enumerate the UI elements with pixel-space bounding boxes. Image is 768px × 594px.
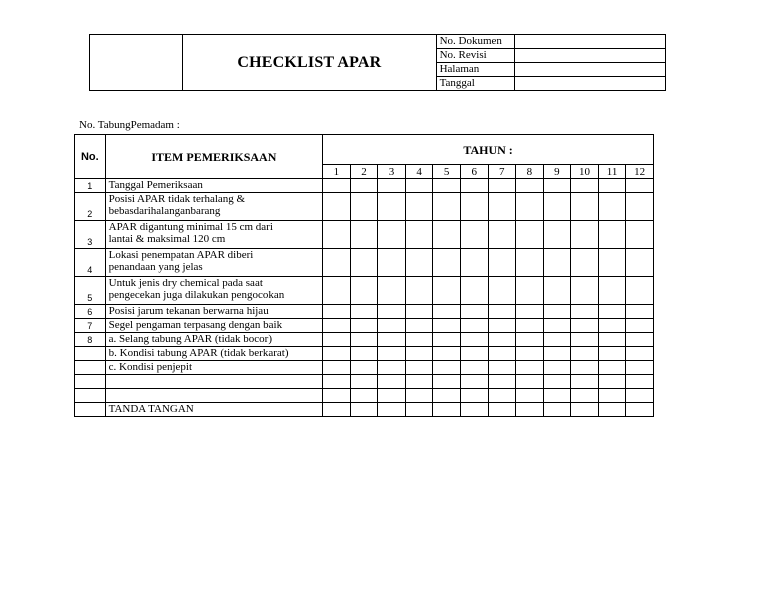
inspection-item-line: APAR digantung minimal 15 cm dari <box>108 221 273 233</box>
check-cell-year-7[interactable] <box>488 221 516 249</box>
check-cell-year-6[interactable] <box>460 319 488 333</box>
check-cell-year-3[interactable] <box>378 249 406 277</box>
check-cell-year-9[interactable] <box>543 361 571 375</box>
check-cell-year-6[interactable] <box>460 403 488 417</box>
inspection-item-line: penandaan yang jelas <box>108 261 203 273</box>
inspection-item <box>105 361 323 375</box>
check-cell-year-6[interactable] <box>460 333 488 347</box>
column-header-year: TAHUN : <box>323 135 654 165</box>
check-cell-year-10[interactable] <box>571 179 599 193</box>
check-cell-year-7[interactable] <box>488 305 516 319</box>
inspection-item-line: Lokasi penempatan APAR diberi <box>108 249 254 261</box>
check-cell-year-11[interactable] <box>598 305 626 319</box>
row-number: 7 <box>75 319 106 333</box>
check-cell-year-10[interactable] <box>571 249 599 277</box>
check-cell-year-7[interactable] <box>488 389 516 403</box>
check-cell-year-9[interactable] <box>543 403 571 417</box>
check-cell-year-9[interactable] <box>543 221 571 249</box>
check-cell-year-3[interactable] <box>378 375 406 389</box>
row-number <box>75 375 106 389</box>
row-number: 3 <box>75 221 106 249</box>
check-cell-year-3[interactable] <box>378 319 406 333</box>
check-cell-year-12[interactable] <box>626 193 654 221</box>
check-cell-year-5[interactable] <box>433 319 461 333</box>
table-row <box>75 249 654 277</box>
year-column-9: 9 <box>543 165 571 179</box>
check-cell-year-7[interactable] <box>488 375 516 389</box>
check-cell-year-5[interactable] <box>433 249 461 277</box>
meta-label-document-no: No. Dokumen <box>436 35 514 49</box>
inspection-item <box>105 193 323 221</box>
check-cell-year-2[interactable] <box>350 333 378 347</box>
check-cell-year-9[interactable] <box>543 305 571 319</box>
check-cell-year-4[interactable] <box>405 305 433 319</box>
check-cell-year-5[interactable] <box>433 389 461 403</box>
check-cell-year-2[interactable] <box>350 347 378 361</box>
check-cell-year-5[interactable] <box>433 193 461 221</box>
year-column-3: 3 <box>378 165 406 179</box>
check-cell-year-10[interactable] <box>571 347 599 361</box>
check-cell-year-4[interactable] <box>405 319 433 333</box>
year-column-1: 1 <box>323 165 351 179</box>
year-column-8: 8 <box>516 165 544 179</box>
check-cell-year-7[interactable] <box>488 347 516 361</box>
check-cell-year-6[interactable] <box>460 389 488 403</box>
check-cell-year-8[interactable] <box>516 249 544 277</box>
check-cell-year-8[interactable] <box>516 179 544 193</box>
check-cell-year-3[interactable] <box>378 389 406 403</box>
table-row <box>75 389 654 403</box>
table-row <box>75 179 654 193</box>
check-cell-year-12[interactable] <box>626 249 654 277</box>
check-cell-year-2[interactable] <box>350 319 378 333</box>
check-cell-year-1[interactable] <box>323 333 351 347</box>
year-column-2: 2 <box>350 165 378 179</box>
check-cell-year-5[interactable] <box>433 221 461 249</box>
inspection-item-line <box>109 389 323 401</box>
check-cell-year-4[interactable] <box>405 193 433 221</box>
inspection-item-line: bebasdarihalanganbarang <box>108 205 221 217</box>
row-number: 4 <box>75 249 106 277</box>
check-cell-year-10[interactable] <box>571 277 599 305</box>
inspection-item-line: Segel pengaman terpasang dengan baik <box>108 319 283 331</box>
table-row <box>75 221 654 249</box>
check-cell-year-2[interactable] <box>350 361 378 375</box>
check-cell-year-9[interactable] <box>543 333 571 347</box>
check-cell-year-3[interactable] <box>378 403 406 417</box>
check-cell-year-6[interactable] <box>460 193 488 221</box>
check-cell-year-7[interactable] <box>488 403 516 417</box>
check-cell-year-9[interactable] <box>543 319 571 333</box>
check-cell-year-6[interactable] <box>460 347 488 361</box>
checklist-table <box>74 134 654 417</box>
inspection-item <box>105 375 323 389</box>
row-number <box>75 389 106 403</box>
check-cell-year-6[interactable] <box>460 221 488 249</box>
check-cell-year-12[interactable] <box>626 221 654 249</box>
check-cell-year-9[interactable] <box>543 347 571 361</box>
check-cell-year-1[interactable] <box>323 305 351 319</box>
check-cell-year-11[interactable] <box>598 221 626 249</box>
check-cell-year-3[interactable] <box>378 179 406 193</box>
check-cell-year-4[interactable] <box>405 361 433 375</box>
column-header-item: ITEM PEMERIKSAAN <box>105 135 323 179</box>
check-cell-year-2[interactable] <box>350 305 378 319</box>
inspection-item-line: Posisi jarum tekanan berwarna hijau <box>108 305 269 317</box>
check-cell-year-8[interactable] <box>516 277 544 305</box>
check-cell-year-7[interactable] <box>488 193 516 221</box>
check-cell-year-11[interactable] <box>598 375 626 389</box>
check-cell-year-3[interactable] <box>378 347 406 361</box>
check-cell-year-10[interactable] <box>571 389 599 403</box>
table-row <box>75 347 654 361</box>
check-cell-year-5[interactable] <box>433 333 461 347</box>
meta-value-page[interactable] <box>514 63 665 77</box>
year-column-4: 4 <box>405 165 433 179</box>
meta-label-page: Halaman <box>436 63 514 77</box>
inspection-item-line <box>109 375 323 387</box>
check-cell-year-10[interactable] <box>571 333 599 347</box>
inspection-item-line: TANDA TANGAN <box>108 403 194 415</box>
inspection-item-line: Posisi APAR tidak terhalang & <box>108 193 246 205</box>
year-column-11: 11 <box>598 165 626 179</box>
check-cell-year-6[interactable] <box>460 277 488 305</box>
check-cell-year-10[interactable] <box>571 403 599 417</box>
row-number: 5 <box>75 277 106 305</box>
check-cell-year-3[interactable] <box>378 305 406 319</box>
check-cell-year-5[interactable] <box>433 403 461 417</box>
check-cell-year-12[interactable] <box>626 179 654 193</box>
check-cell-year-7[interactable] <box>488 249 516 277</box>
check-cell-year-1[interactable] <box>323 193 351 221</box>
check-cell-year-11[interactable] <box>598 179 626 193</box>
check-cell-year-1[interactable] <box>323 403 351 417</box>
check-cell-year-7[interactable] <box>488 179 516 193</box>
check-cell-year-10[interactable] <box>571 221 599 249</box>
check-cell-year-11[interactable] <box>598 277 626 305</box>
inspection-item <box>105 249 323 277</box>
check-cell-year-4[interactable] <box>405 277 433 305</box>
check-cell-year-3[interactable] <box>378 361 406 375</box>
check-cell-year-7[interactable] <box>488 319 516 333</box>
inspection-item <box>105 277 323 305</box>
check-cell-year-2[interactable] <box>350 221 378 249</box>
extinguisher-number-label: No. TabungPemadam : <box>79 119 180 131</box>
check-cell-year-8[interactable] <box>516 193 544 221</box>
check-cell-year-6[interactable] <box>460 179 488 193</box>
check-cell-year-4[interactable] <box>405 375 433 389</box>
check-cell-year-4[interactable] <box>405 389 433 403</box>
year-column-7: 7 <box>488 165 516 179</box>
logo-cell <box>90 35 183 91</box>
year-column-6: 6 <box>460 165 488 179</box>
check-cell-year-4[interactable] <box>405 249 433 277</box>
check-cell-year-3[interactable] <box>378 333 406 347</box>
year-column-5: 5 <box>433 165 461 179</box>
check-cell-year-6[interactable] <box>460 375 488 389</box>
row-number: 2 <box>75 193 106 221</box>
inspection-item <box>105 179 323 193</box>
check-cell-year-9[interactable] <box>543 375 571 389</box>
check-cell-year-7[interactable] <box>488 361 516 375</box>
inspection-item-line: c. Kondisi penjepit <box>108 361 193 373</box>
check-cell-year-12[interactable] <box>626 347 654 361</box>
inspection-item-line: Tanggal Pemeriksaan <box>108 179 203 191</box>
check-cell-year-1[interactable] <box>323 179 351 193</box>
inspection-item <box>105 305 323 319</box>
check-cell-year-8[interactable] <box>516 375 544 389</box>
check-cell-year-4[interactable] <box>405 403 433 417</box>
table-row <box>75 333 654 347</box>
table-row <box>75 361 654 375</box>
check-cell-year-12[interactable] <box>626 361 654 375</box>
check-cell-year-2[interactable] <box>350 277 378 305</box>
check-cell-year-11[interactable] <box>598 249 626 277</box>
check-cell-year-2[interactable] <box>350 403 378 417</box>
check-cell-year-11[interactable] <box>598 333 626 347</box>
check-cell-year-11[interactable] <box>598 403 626 417</box>
check-cell-year-8[interactable] <box>516 403 544 417</box>
check-cell-year-12[interactable] <box>626 319 654 333</box>
check-cell-year-10[interactable] <box>571 319 599 333</box>
check-cell-year-9[interactable] <box>543 179 571 193</box>
check-cell-year-3[interactable] <box>378 277 406 305</box>
check-cell-year-8[interactable] <box>516 389 544 403</box>
check-cell-year-8[interactable] <box>516 333 544 347</box>
inspection-item <box>105 221 323 249</box>
check-cell-year-10[interactable] <box>571 375 599 389</box>
check-cell-year-5[interactable] <box>433 305 461 319</box>
inspection-item-line: Untuk jenis dry chemical pada saat <box>108 277 263 289</box>
inspection-item-line: b. Kondisi tabung APAR (tidak berkarat) <box>108 347 289 359</box>
year-column-12: 12 <box>626 165 654 179</box>
check-cell-year-8[interactable] <box>516 221 544 249</box>
check-cell-year-5[interactable] <box>433 277 461 305</box>
check-cell-year-12[interactable] <box>626 375 654 389</box>
check-cell-year-2[interactable] <box>350 193 378 221</box>
check-cell-year-11[interactable] <box>598 193 626 221</box>
check-cell-year-12[interactable] <box>626 333 654 347</box>
row-number <box>75 403 106 417</box>
check-cell-year-11[interactable] <box>598 389 626 403</box>
table-row <box>75 277 654 305</box>
row-number: 1 <box>75 179 106 193</box>
row-number: 6 <box>75 305 106 319</box>
table-row <box>75 403 654 417</box>
check-cell-year-1[interactable] <box>323 319 351 333</box>
check-cell-year-10[interactable] <box>571 305 599 319</box>
check-cell-year-4[interactable] <box>405 333 433 347</box>
check-cell-year-1[interactable] <box>323 249 351 277</box>
meta-value-revision-no[interactable] <box>514 49 665 63</box>
column-header-no: No. <box>75 135 106 179</box>
check-cell-year-1[interactable] <box>323 277 351 305</box>
check-cell-year-1[interactable] <box>323 375 351 389</box>
check-cell-year-9[interactable] <box>543 193 571 221</box>
inspection-item <box>105 319 323 333</box>
meta-label-revision-no: No. Revisi <box>436 49 514 63</box>
check-cell-year-8[interactable] <box>516 347 544 361</box>
page-title: CHECKLIST APAR <box>183 35 436 91</box>
check-cell-year-12[interactable] <box>626 305 654 319</box>
inspection-item <box>105 333 323 347</box>
check-cell-year-4[interactable] <box>405 221 433 249</box>
table-row <box>75 319 654 333</box>
meta-label-date: Tanggal <box>436 77 514 91</box>
inspection-item <box>105 403 323 417</box>
check-cell-year-9[interactable] <box>543 389 571 403</box>
check-cell-year-5[interactable] <box>433 375 461 389</box>
check-cell-year-5[interactable] <box>433 179 461 193</box>
check-cell-year-11[interactable] <box>598 347 626 361</box>
check-cell-year-1[interactable] <box>323 361 351 375</box>
check-cell-year-9[interactable] <box>543 277 571 305</box>
check-cell-year-11[interactable] <box>598 319 626 333</box>
check-cell-year-8[interactable] <box>516 319 544 333</box>
inspection-item <box>105 347 323 361</box>
check-cell-year-12[interactable] <box>626 403 654 417</box>
check-cell-year-3[interactable] <box>378 193 406 221</box>
check-cell-year-5[interactable] <box>433 347 461 361</box>
inspection-item-line: lantai & maksimal 120 cm <box>108 233 226 245</box>
check-cell-year-2[interactable] <box>350 249 378 277</box>
check-cell-year-6[interactable] <box>460 305 488 319</box>
document-header <box>89 34 666 91</box>
row-number: 8 <box>75 333 106 347</box>
year-column-10: 10 <box>571 165 599 179</box>
check-cell-year-4[interactable] <box>405 179 433 193</box>
check-cell-year-9[interactable] <box>543 249 571 277</box>
check-cell-year-8[interactable] <box>516 305 544 319</box>
check-cell-year-11[interactable] <box>598 361 626 375</box>
check-cell-year-8[interactable] <box>516 361 544 375</box>
check-cell-year-6[interactable] <box>460 361 488 375</box>
check-cell-year-10[interactable] <box>571 193 599 221</box>
table-row <box>75 305 654 319</box>
check-cell-year-3[interactable] <box>378 221 406 249</box>
meta-value-date[interactable] <box>514 77 665 91</box>
check-cell-year-1[interactable] <box>323 347 351 361</box>
inspection-item-line: a. Selang tabung APAR (tidak bocor) <box>108 333 272 345</box>
check-cell-year-2[interactable] <box>350 375 378 389</box>
check-cell-year-6[interactable] <box>460 249 488 277</box>
meta-value-document-no[interactable] <box>514 35 665 49</box>
row-number <box>75 347 106 361</box>
check-cell-year-7[interactable] <box>488 277 516 305</box>
check-cell-year-2[interactable] <box>350 389 378 403</box>
check-cell-year-1[interactable] <box>323 389 351 403</box>
check-cell-year-4[interactable] <box>405 347 433 361</box>
row-number <box>75 361 106 375</box>
check-cell-year-12[interactable] <box>626 389 654 403</box>
inspection-item-line: pengecekan juga dilakukan pengocokan <box>108 289 285 301</box>
check-cell-year-2[interactable] <box>350 179 378 193</box>
check-cell-year-7[interactable] <box>488 333 516 347</box>
table-row <box>75 375 654 389</box>
table-row <box>75 193 654 221</box>
check-cell-year-5[interactable] <box>433 361 461 375</box>
check-cell-year-10[interactable] <box>571 361 599 375</box>
check-cell-year-12[interactable] <box>626 277 654 305</box>
inspection-item <box>105 389 323 403</box>
check-cell-year-1[interactable] <box>323 221 351 249</box>
